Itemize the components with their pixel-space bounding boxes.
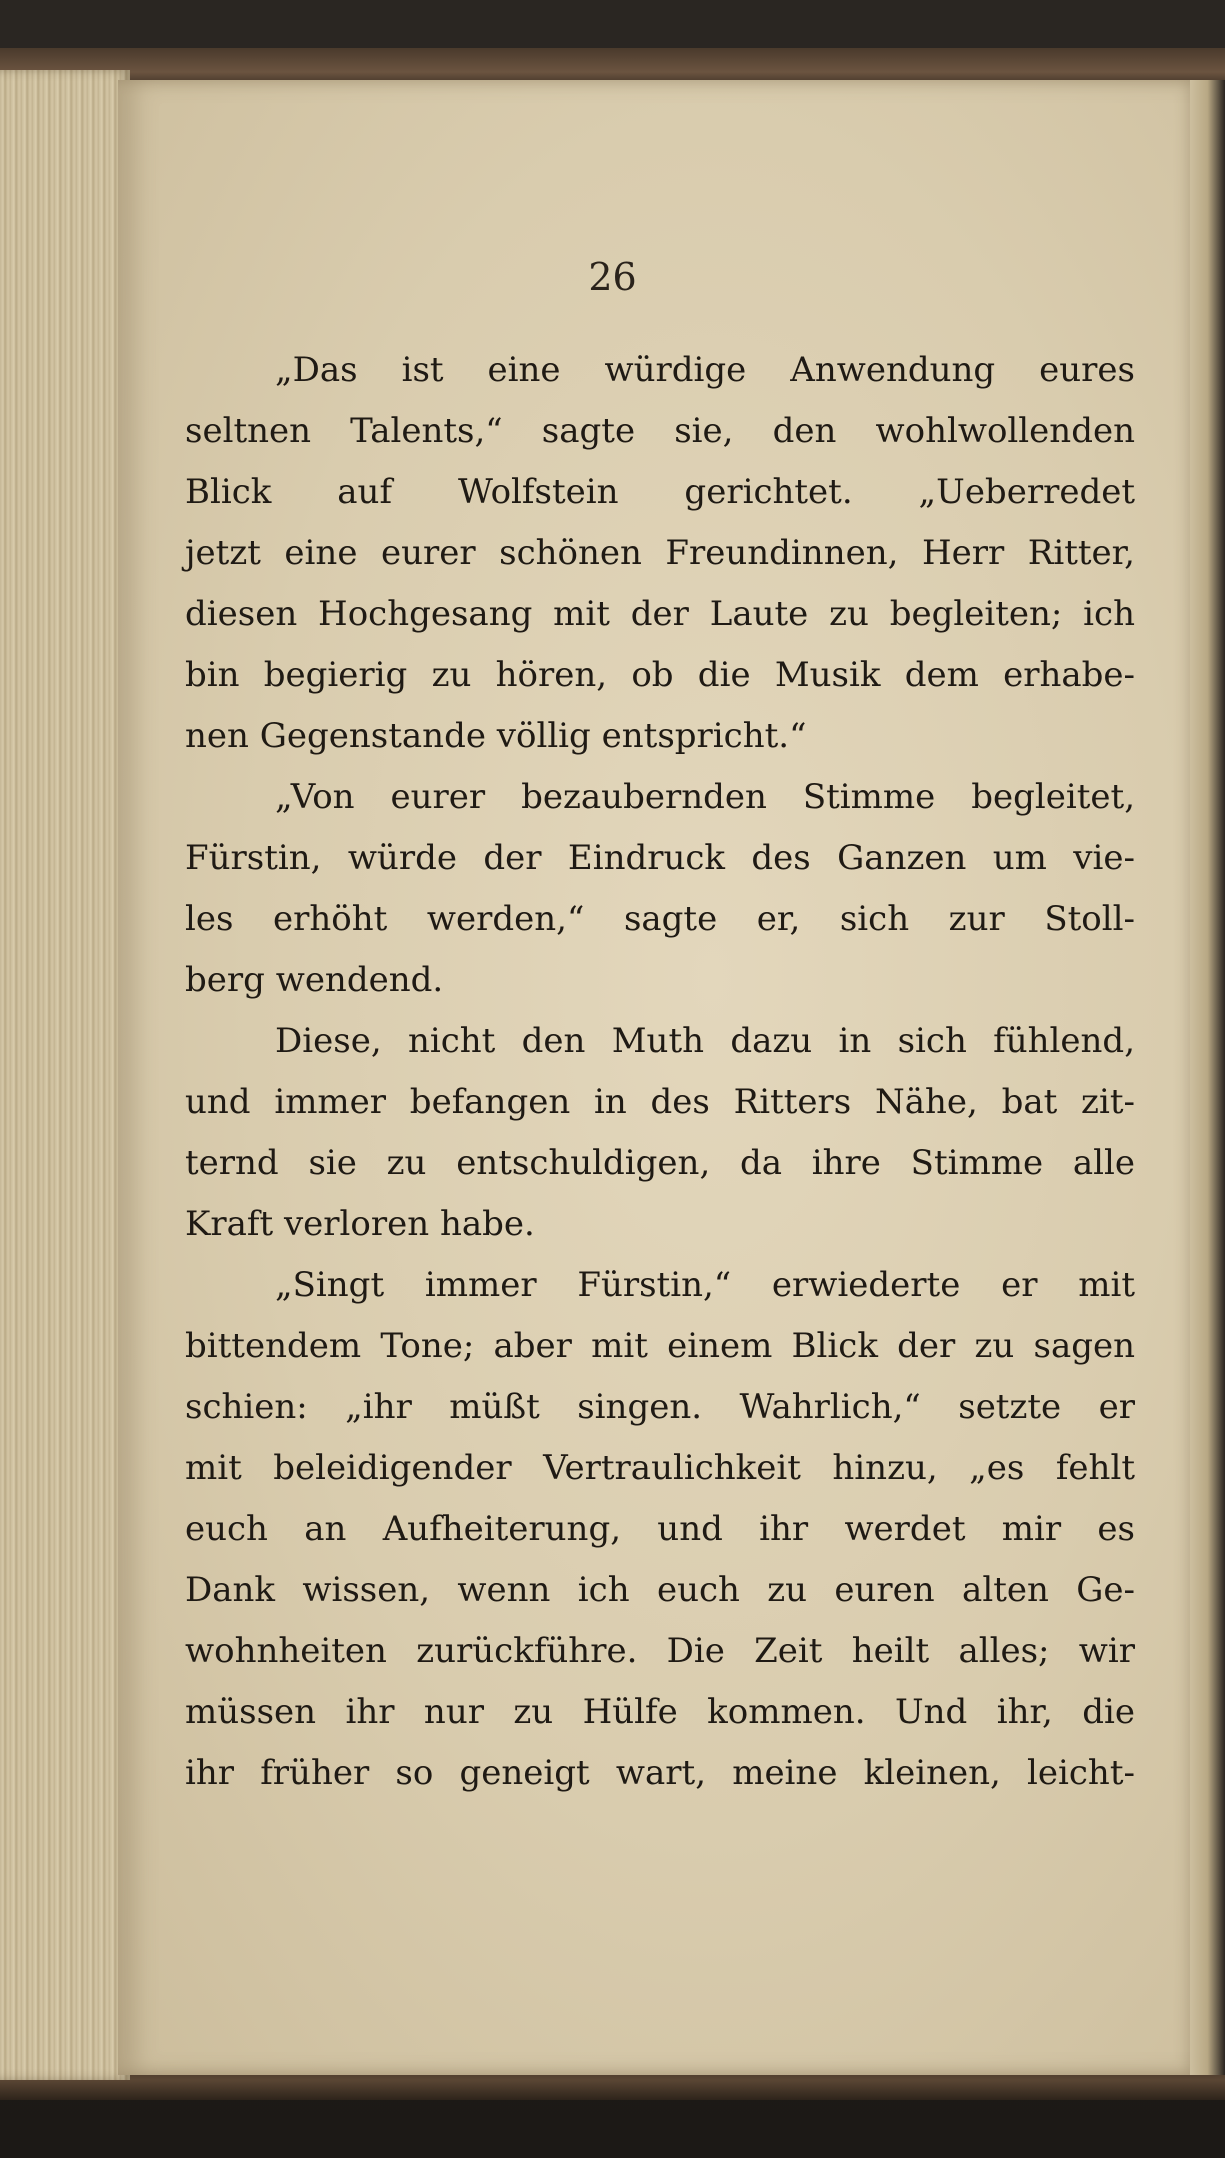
paragraph-3 — [185, 1011, 1135, 1255]
text-line: Kraft verloren habe. — [185, 1204, 535, 1244]
text-line: bin begierig zu hören, ob die Musik dem erhabe- — [185, 655, 1135, 695]
text-line: und immer befangen in des Ritters Nähe, bat zit- — [185, 1082, 1135, 1122]
text-line: bittendem Tone; aber mit einem Blick der zu sagen — [185, 1326, 1135, 1366]
text-line: Dank wissen, wenn ich euch zu euren alten Ge- — [185, 1570, 1135, 1610]
page-number: 26 — [588, 255, 637, 299]
text-line: ternd sie zu entschuldigen, da ihre Stimme alle — [185, 1143, 1135, 1183]
stacked-page-edges — [0, 70, 130, 2080]
text-line: „Von eurer bezaubernden Stimme begleitet, — [275, 777, 1135, 817]
text-line: mit beleidigender Vertraulichkeit hinzu, „es fehlt — [185, 1448, 1135, 1488]
paragraph-4 — [185, 1255, 1135, 1804]
text-line: jetzt eine eurer schönen Freundinnen, Herr Ritter, — [185, 533, 1135, 573]
text-line: euch an Aufheiterung, und ihr werdet mir es — [185, 1509, 1135, 1549]
text-line: Diese, nicht den Muth dazu in sich fühlend, — [275, 1021, 1135, 1061]
text-line: „Das ist eine würdige Anwendung eures — [275, 350, 1135, 390]
paragraph-1 — [185, 340, 1135, 767]
text-line: les erhöht werden,“ sagte er, sich zur Stoll- — [185, 899, 1135, 939]
text-line: berg wendend. — [185, 960, 444, 1000]
paragraph-2 — [185, 767, 1135, 1011]
text-line: nen Gegenstande völlig entspricht.“ — [185, 716, 807, 756]
text-line: müssen ihr nur zu Hülfe kommen. Und ihr, die — [185, 1692, 1135, 1732]
text-line: „Singt immer Fürstin,“ erwiederte er mit — [275, 1265, 1135, 1305]
text-line: schien: „ihr müßt singen. Wahrlich,“ setzte er — [185, 1387, 1135, 1427]
text-line: Blick auf Wolfstein gerichtet. „Ueberredet — [185, 472, 1135, 512]
text-line: Fürstin, würde der Eindruck des Ganzen um vie- — [185, 838, 1135, 878]
page-text — [185, 340, 1135, 1804]
text-line: diesen Hochgesang mit der Laute zu begleiten; ich — [185, 594, 1135, 634]
page-right-edge — [1190, 80, 1225, 2075]
text-line: seltnen Talents,“ sagte sie, den wohlwollenden — [185, 411, 1135, 451]
text-line: wohnheiten zurückführe. Die Zeit heilt alles; wir — [185, 1631, 1135, 1671]
text-line: ihr früher so geneigt wart, meine kleinen, leicht- — [185, 1753, 1135, 1793]
